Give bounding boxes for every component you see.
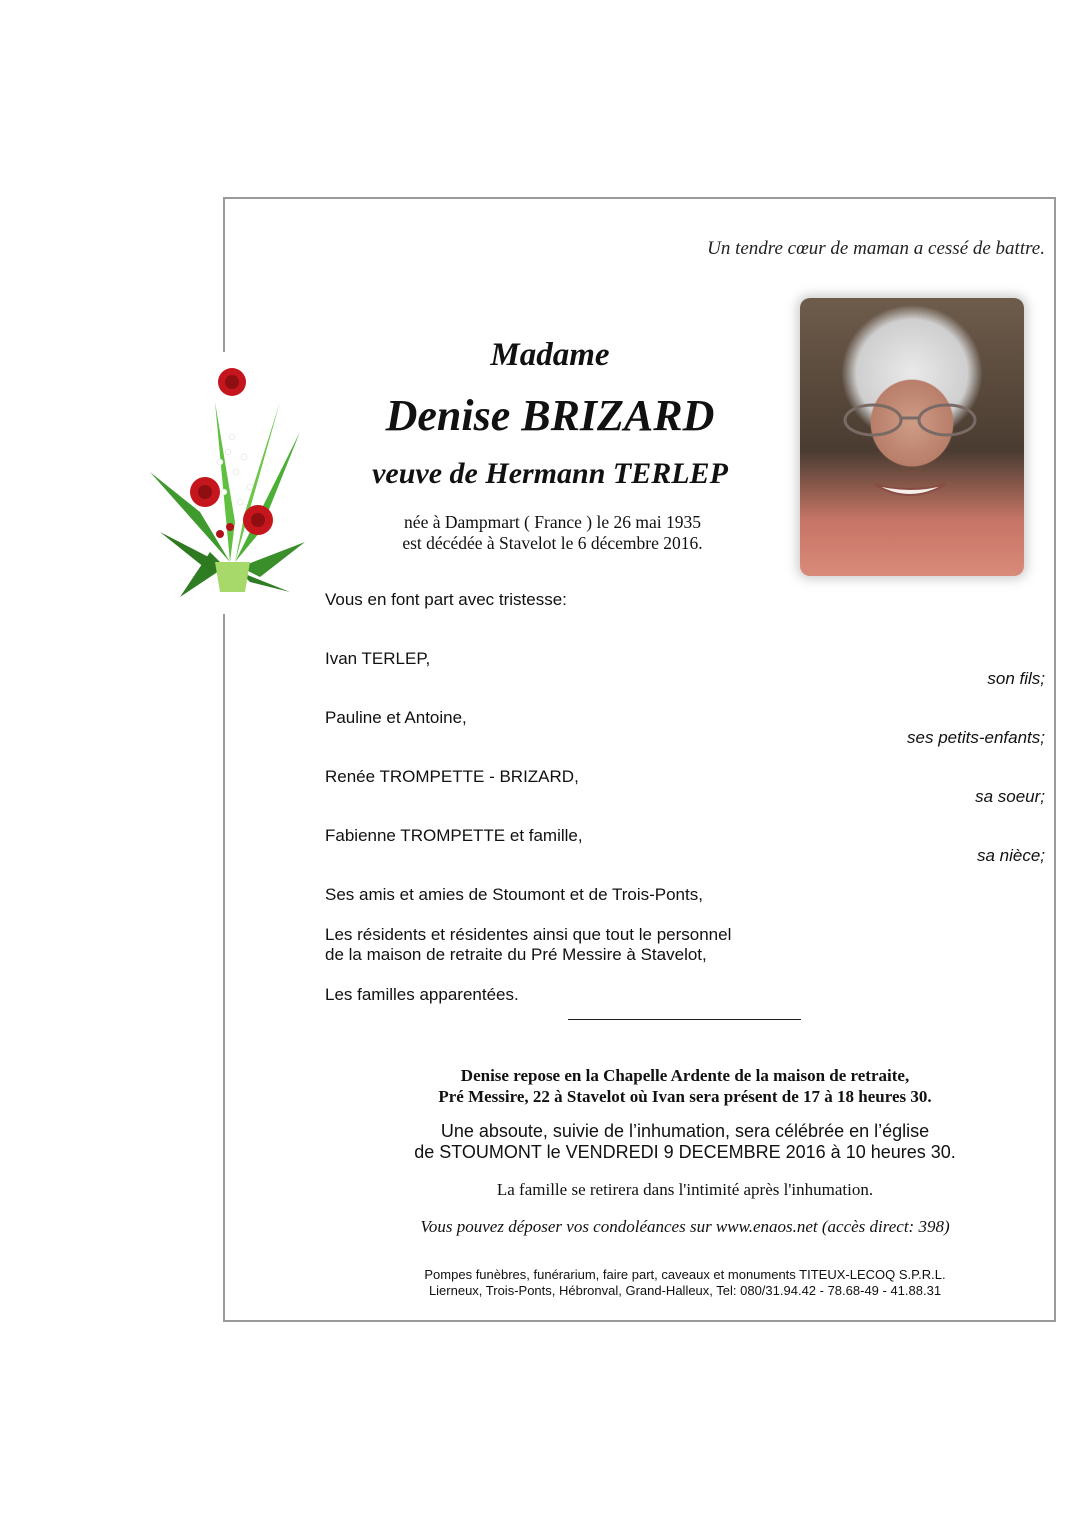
separator-rule — [568, 1019, 801, 1020]
deceased-name: Denise BRIZARD — [385, 391, 715, 440]
family-name-1: Ivan TERLEP, — [325, 649, 431, 668]
portrait-glasses — [835, 400, 985, 442]
honorific: Madame — [490, 337, 610, 373]
family-relation-4: sa nièce; — [976, 846, 1045, 865]
condolences-note: Vous pouvez déposer vos condoléances sur www.enaos.net (accès direct: 398) — [420, 1217, 950, 1236]
vase — [215, 562, 250, 592]
funeral-home-footer — [340, 1267, 1030, 1299]
tagline: Un tendre cœur de maman a cessé de battre. — [707, 238, 1045, 259]
family-name-2: Pauline et Antoine, — [325, 708, 467, 727]
residents-line-2: de la maison de retraite du Pré Messire à Stavelot, — [325, 945, 707, 964]
family-relation-1: son fils; — [987, 669, 1045, 688]
birth-line: née à Dampmart ( France ) le 26 mai 1935 — [404, 512, 701, 532]
rest-info-line-1: Denise repose en la Chapelle Ardente de la maison de retraite, — [460, 1066, 910, 1085]
family-note: La famille se retirera dans l'intimité après l'inhumation. — [496, 1180, 874, 1199]
family-name-3: Renée TROMPETTE - BRIZARD, — [325, 767, 579, 786]
rest-info-line-2: Pré Messire, 22 à Stavelot où Ivan sera présent de 17 à 18 heures 30. — [438, 1087, 932, 1106]
residents-line-1: Les résidents et résidentes ainsi que tout le personnel — [325, 925, 732, 944]
rose-bouquet-image — [140, 362, 315, 607]
footer-line-1: Pompes funèbres, funérarium, faire part, caveaux et monuments TITEUX-LECOQ S.P.R.L. — [424, 1267, 946, 1282]
friends-line: Ses amis et amies de Stoumont et de Trois-Ponts, — [325, 885, 703, 904]
death-line: est décédée à Stavelot le 6 décembre 2016. — [402, 533, 703, 553]
relatives-line: Les familles apparentées. — [325, 985, 519, 1004]
portrait-smile — [870, 478, 950, 502]
family-name-4: Fabienne TROMPETTE et famille, — [325, 826, 583, 845]
intro-text: Vous en font part avec tristesse: — [325, 590, 567, 609]
ceremony-info — [340, 1121, 1030, 1163]
ceremony-line-1: Une absoute, suivie de l’inhumation, sera célébrée en l’église — [440, 1121, 930, 1141]
footer-line-2: Lierneux, Trois-Ponts, Hébronval, Grand-Halleux, Tel: 080/31.94.42 - 78.68-49 - 41.88.31 — [428, 1283, 942, 1298]
family-relation-2: ses petits-enfants; — [907, 728, 1045, 747]
rest-info — [340, 1065, 1030, 1107]
ceremony-line-2: de STOUMONT le VENDREDI 9 DECEMBRE 2016 à 10 heures 30. — [414, 1142, 956, 1162]
widow-of: veuve de Hermann TERLEP — [372, 457, 728, 490]
family-relation-3: sa soeur; — [975, 787, 1045, 806]
